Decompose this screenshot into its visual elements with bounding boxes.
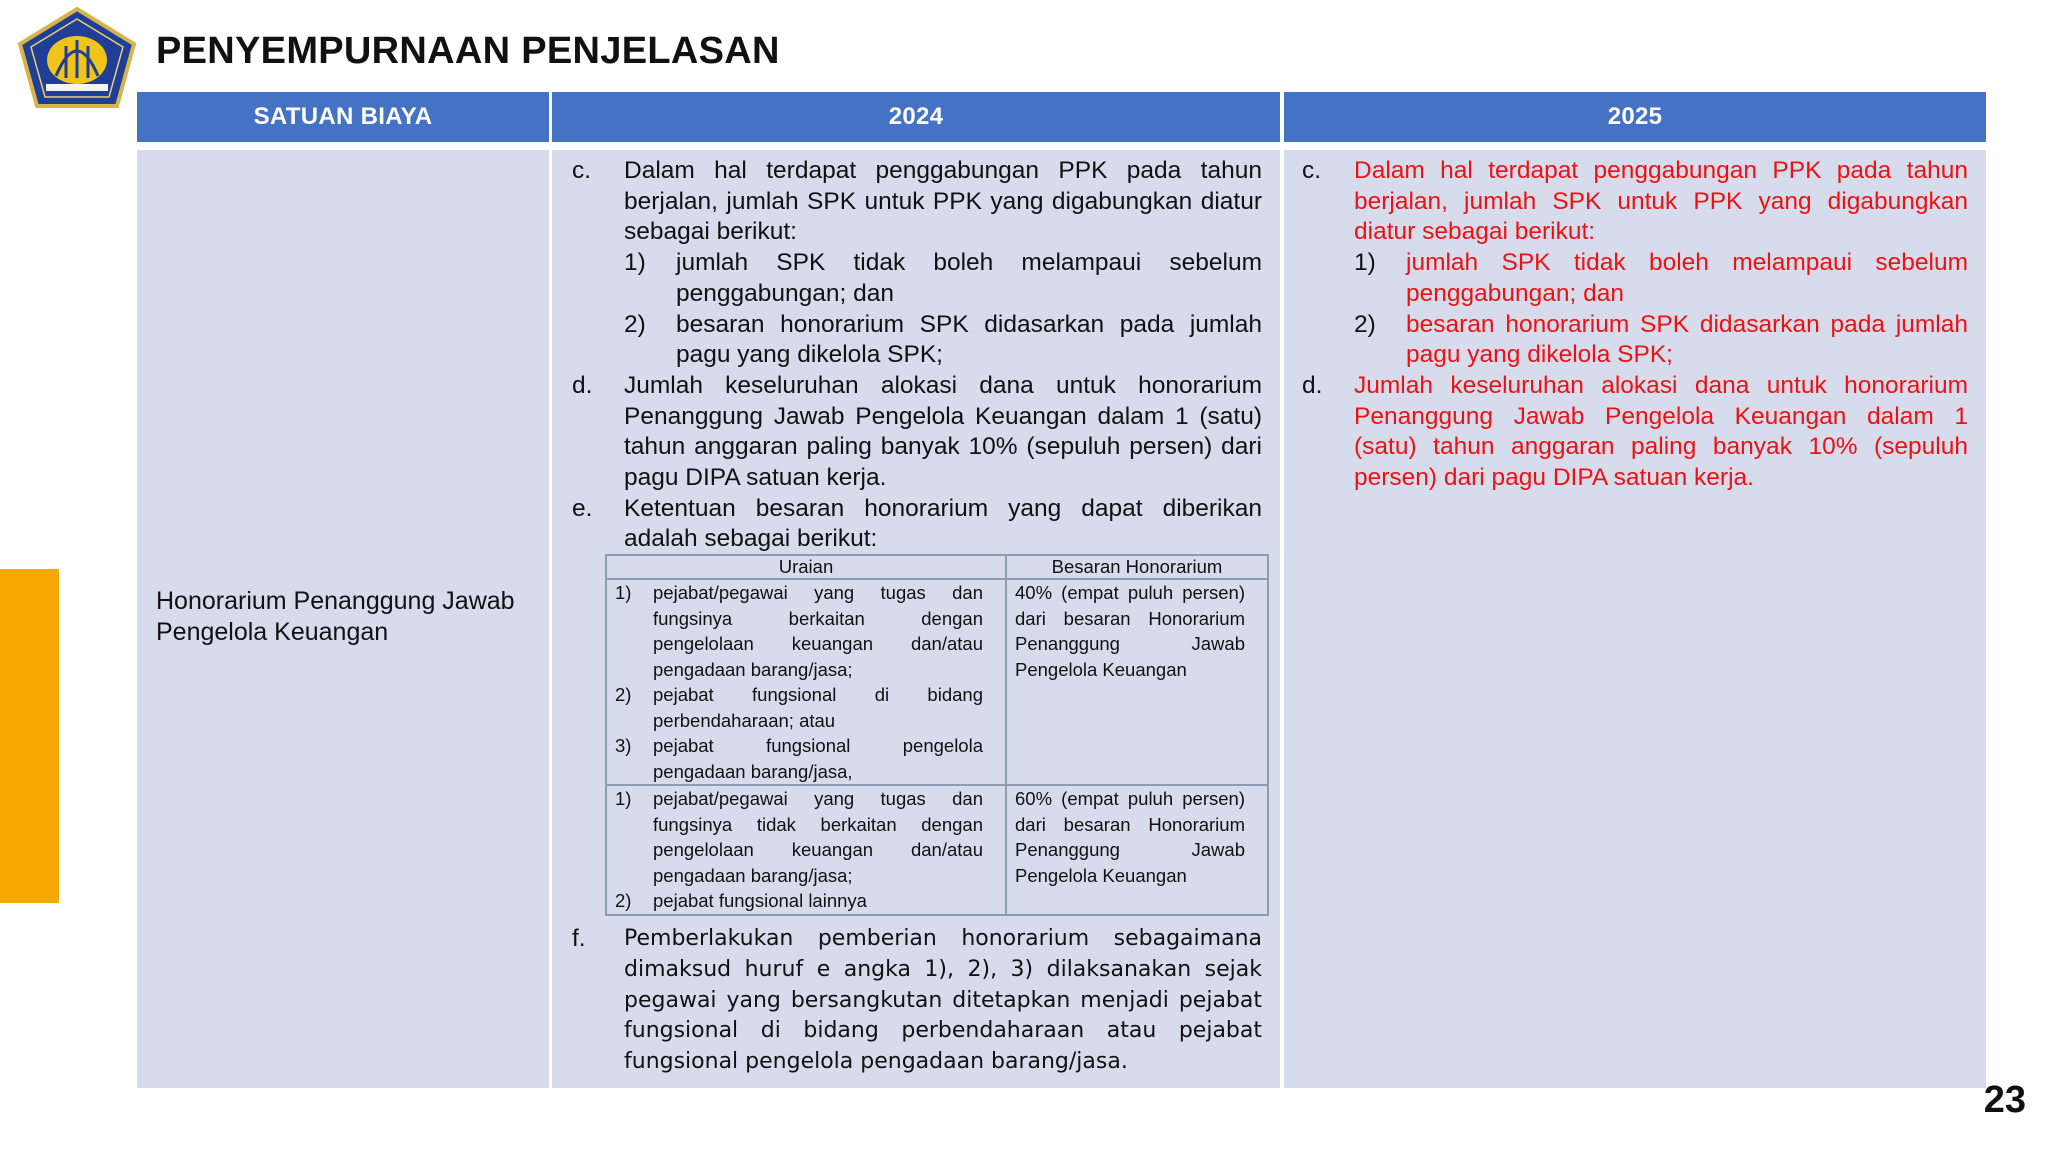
- item-marker: f.: [572, 925, 586, 952]
- item-c: [1302, 156, 1968, 248]
- table-row: [606, 579, 1268, 785]
- item-marker: d.: [572, 371, 593, 399]
- list-2025: [1302, 156, 1968, 494]
- list-item: [615, 888, 983, 914]
- item-text: Ketentuan besaran honorarium yang dapat diberikan adalah sebagai berikut:: [624, 494, 1262, 553]
- honorarium-table: [605, 554, 1269, 916]
- page-title: PENYEMPURNAAN PENJELASAN: [156, 30, 780, 72]
- subitem-2: [624, 310, 1262, 371]
- subitem-marker: 2): [1354, 310, 1376, 338]
- item-text: pejabat fungsional di bidang perbendaharaan; atau: [653, 684, 983, 731]
- honorarium-table-header: [606, 555, 1268, 579]
- honorarium-cell: 60% (empat puluh persen) dari besaran Honorarium Penanggung Jawab Pengelola Keuangan: [1006, 785, 1268, 915]
- item-text: Dalam hal terdapat penggabungan PPK pada tahun berjalan, jumlah SPK untuk PPK yang digabungkan diatur sebagai berikut:: [1354, 157, 1968, 246]
- item-text: pejabat/pegawai yang tugas dan fungsinya berkaitan dengan pengelolaan keuangan dan/atau pengadaan barang/jasa;: [653, 582, 983, 680]
- cell-2025: [1284, 150, 1986, 1088]
- cell-satuan-biaya: [137, 150, 549, 1088]
- subitem-text: jumlah SPK tidak boleh melampaui sebelum penggabungan; dan: [1406, 249, 1968, 307]
- item-number: 2): [615, 890, 632, 911]
- subitem-marker: 2): [624, 310, 646, 338]
- uraian-cell: [606, 785, 1006, 915]
- item-marker: c.: [1302, 157, 1322, 184]
- item-text: pejabat fungsional lainnya: [653, 890, 867, 911]
- list-item: [615, 733, 983, 784]
- item-number: 3): [615, 735, 632, 756]
- header-2025: 2025: [1284, 92, 1986, 142]
- item-text: Jumlah keseluruhan alokasi dana untuk honorarium Penanggung Jawab Pengelola Keuangan dalam 1 (satu) tahun anggaran paling banyak 10% (sepuluh persen) dari pagu DIPA satuan kerja.: [1354, 371, 1968, 492]
- subitem-marker: 1): [624, 249, 646, 277]
- accent-bar: [0, 569, 59, 903]
- item-marker: e.: [572, 494, 593, 522]
- item-e: [572, 494, 1262, 555]
- header-satuan-biaya: SATUAN BIAYA: [137, 92, 549, 142]
- row-label: Honorarium Penanggung Jawab Pengelola Keuangan: [156, 587, 515, 646]
- item-d: [1302, 371, 1968, 494]
- subitem-1: [1354, 248, 1968, 309]
- item-c: [572, 156, 1262, 248]
- list-2024: [572, 156, 1262, 555]
- item-f: [572, 924, 1262, 1078]
- cell-2024: [552, 150, 1280, 1088]
- list-item: [615, 682, 983, 733]
- page-number: 23: [1983, 1079, 2026, 1121]
- item-text: pejabat/pegawai yang tugas dan fungsinya tidak berkaitan dengan pengelolaan keuangan dan/atau pengadaan barang/jasa;: [653, 788, 983, 886]
- table-row: [606, 785, 1268, 915]
- item-text: pejabat fungsional pengelola pengadaan barang/jasa,: [653, 735, 983, 782]
- column-header-besaran: Besaran Honorarium: [1006, 555, 1268, 579]
- list-item: [615, 580, 983, 682]
- item-number: 2): [615, 684, 632, 705]
- item-marker: d.: [1302, 371, 1323, 399]
- honorarium-cell: 40% (empat puluh persen) dari besaran Honorarium Penanggung Jawab Pengelola Keuangan: [1006, 579, 1268, 785]
- item-d: [572, 371, 1262, 494]
- item-number: 1): [615, 788, 632, 809]
- ministry-logo: [16, 6, 138, 109]
- subitem-text: besaran honorarium SPK didasarkan pada jumlah pagu yang dikelola SPK;: [1406, 310, 1968, 369]
- item-marker: c.: [572, 157, 592, 184]
- subitem-marker: 1): [1354, 249, 1376, 277]
- list-item: [615, 786, 983, 888]
- subitem-2: [1354, 310, 1968, 371]
- item-text: Pemberlakukan pemberian honorarium sebagaimana dimaksud huruf e angka 1), 2), 3) dilaksanakan sejak pegawai yang bersangkutan ditetapkan menjadi pejabat fungsional di bidang perbendaharaan atau pejabat fungsional pengelola pengadaan barang/jasa.: [624, 926, 1262, 1075]
- item-text: Dalam hal terdapat penggabungan PPK pada tahun berjalan, jumlah SPK untuk PPK yang digabungkan diatur sebagai berikut:: [624, 157, 1262, 246]
- item-text: Jumlah keseluruhan alokasi dana untuk honorarium Penanggung Jawab Pengelola Keuangan dalam 1 (satu) tahun anggaran paling banyak 10% (sepuluh persen) dari pagu DIPA satuan kerja.: [624, 371, 1262, 492]
- subitem-text: jumlah SPK tidak boleh melampaui sebelum penggabungan; dan: [676, 249, 1262, 307]
- subitem-text: besaran honorarium SPK didasarkan pada jumlah pagu yang dikelola SPK;: [676, 310, 1262, 369]
- item-number: 1): [615, 582, 632, 603]
- subitem-1: [624, 248, 1262, 309]
- column-header-uraian: Uraian: [606, 555, 1006, 579]
- header-2024: 2024: [552, 92, 1280, 142]
- uraian-cell: [606, 579, 1006, 785]
